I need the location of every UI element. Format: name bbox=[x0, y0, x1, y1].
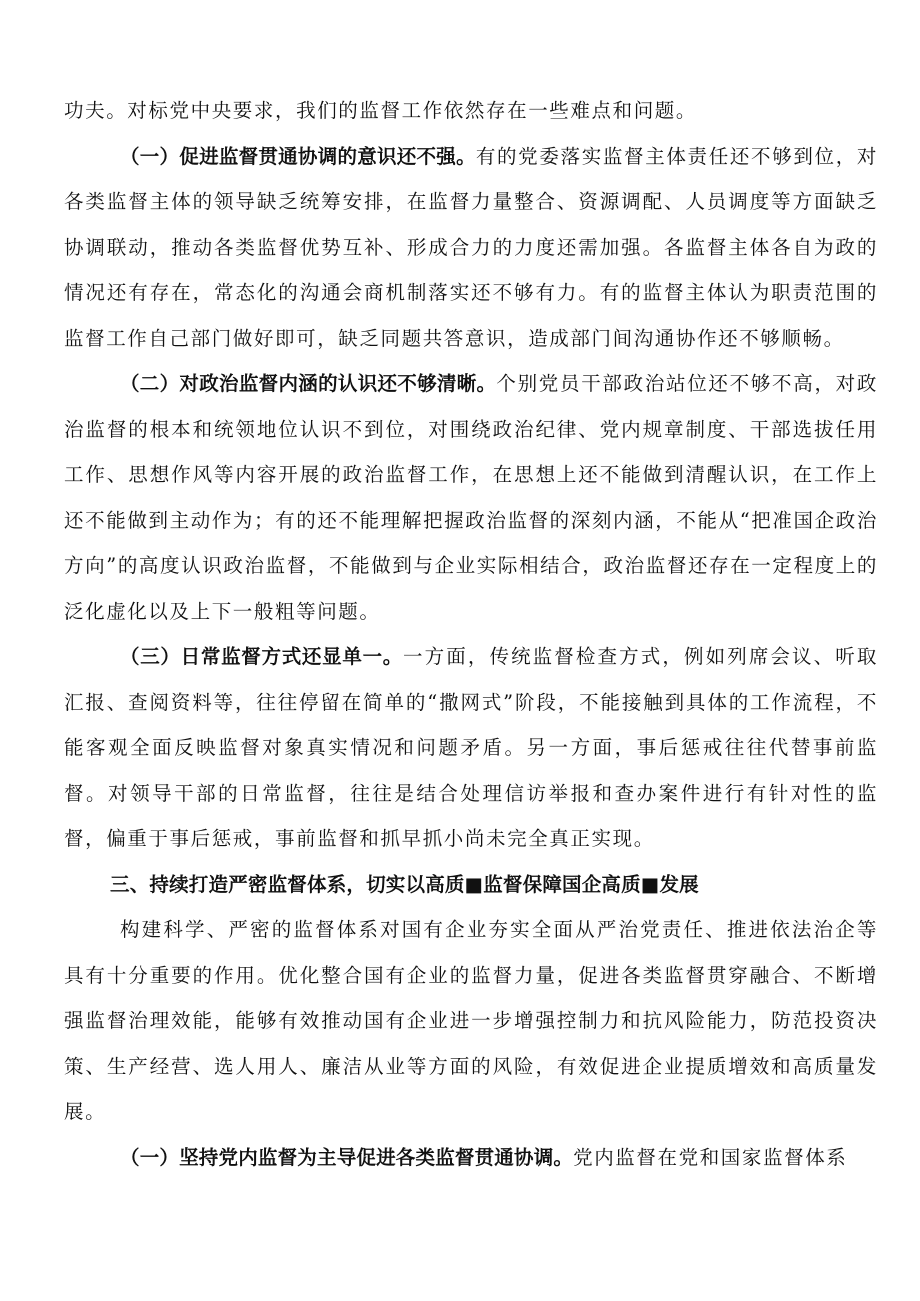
document-body bbox=[64, 88, 878, 1180]
paragraph-text: 一方面，传统监督检查方式，例如列席会议、听取汇报、查阅资料等，往往停留在简单的“撒网式”阶段，不能接触到具体的工作流程，不能客观全面反映监督对象真实情况和问题矛盾。另一方面，事后惩戒往往代替事前监督。对领导干部的日常监督，往往是结合处理信访举报和查办案件进行有针对性的监督，偏重于事后惩戒，事前监督和抓早抓小尚未完全真正实现。 bbox=[64, 645, 878, 850]
paragraph-lead: （一）坚持党内监督为主导促进各类监督贯通协调。 bbox=[120, 1145, 574, 1169]
paragraph-text: 功夫。对标党中央要求，我们的监督工作依然存在一些难点和问题。 bbox=[64, 99, 698, 122]
section-item-1 bbox=[64, 1135, 878, 1181]
paragraph-continuation bbox=[64, 88, 878, 134]
paragraph-lead: （三）日常监督方式还显单一。 bbox=[120, 645, 403, 668]
paragraph-text: 党内监督在党和国家监督体系 bbox=[573, 1145, 848, 1169]
paragraph-issue-3 bbox=[64, 634, 878, 862]
paragraph-lead: （一）促进监督贯通协调的意识还不强。 bbox=[120, 144, 476, 168]
section-intro-paragraph bbox=[64, 907, 878, 1135]
paragraph-text: 个别党员干部政治站位还不够不高，对政治监督的根本和统领地位认识不到位，对围绕政治纪律、党内规章制度、干部选拔任用工作、思想作风等内容开展的政治监督工作，在思想上还不能做到清醒认识，在工作上还不能做到主动作为；有的还不能理解把握政治监督的深刻内涵，不能从“把准国企政治方向”的高度认识政治监督，不能做到与企业实际相结合，政治监督还存在一定程度上的泛化虚化以及上下一般粗等问题。 bbox=[64, 372, 878, 623]
paragraph-text: 有的党委落实监督主体责任还不够到位，对各类监督主体的领导缺乏统筹安排，在监督力量整合、资源调配、人员调度等方面缺乏协调联动，推动各类监督优势互补、形成合力的力度还需加强。各监督主体各自为政的情况还有存在，常态化的沟通会商机制落实还不够有力。有的监督主体认为职责范围的监督工作自己部门做好即可，缺乏同题共答意识，造成部门间沟通协作还不够顺畅。 bbox=[64, 144, 878, 350]
paragraph-lead: （二）对政治监督内涵的认识还不够清晰。 bbox=[120, 372, 497, 395]
paragraph-text: 构建科学、严密的监督体系对国有企业夯实全面从严治党责任、推进依法治企等具有十分重要的作用。优化整合国有企业的监督力量，促进各类监督贯穿融合、不断增强监督治理效能，能够有效推动国有企业进一步增强控制力和抗风险能力，防范投资决策、生产经营、选人用人、廉洁从业等方面的风险，有效促进企业提质增效和高质量发展。 bbox=[64, 918, 878, 1123]
paragraph-issue-2 bbox=[64, 361, 878, 634]
paragraph-issue-1 bbox=[64, 134, 878, 362]
section-heading: 三、持续打造严密监督体系，切实以高质■监督保障国企高质■发展 bbox=[110, 872, 699, 896]
